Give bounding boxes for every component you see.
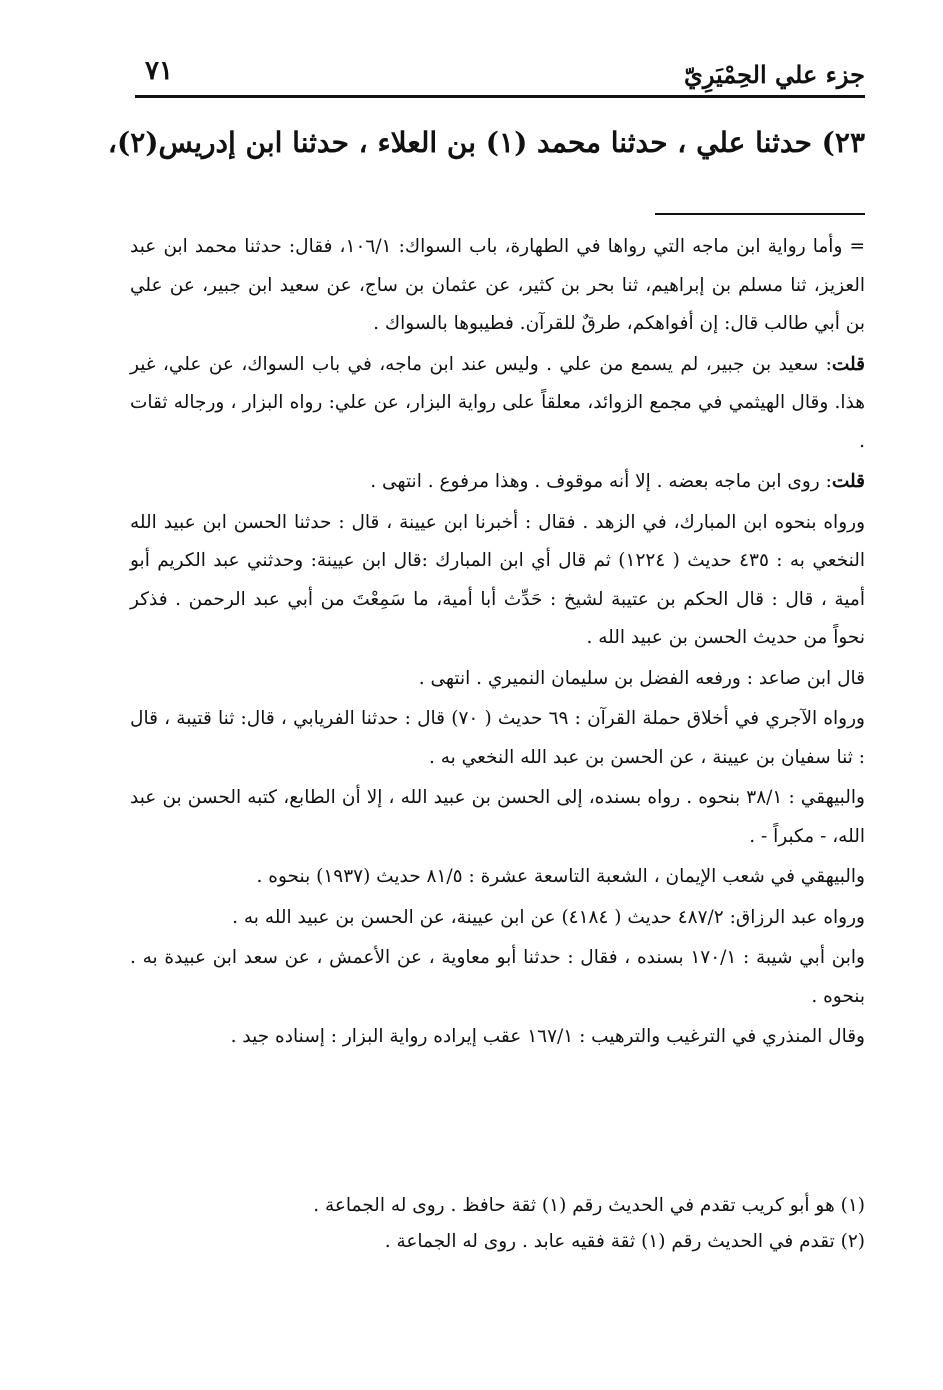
note-paragraph: وابن أبي شيبة : ١٧٠/١ بسنده ، فقال : حدثنا أبو معاوية ، عن الأعمش ، عن سعد ابن عبيدة به . بنحوه . bbox=[130, 947, 865, 1007]
footnotes bbox=[105, 1188, 865, 1260]
note-paragraph: ورواه بنحوه ابن المبارك، في الزهد . فقال : أخبرنا ابن عيينة ، قال : حدثنا الحسن ابن عبيد الله النخعي به : ٤٣٥ حديث ( ١٢٢٤) ثم قال أي ابن المبارك :قال ابن عيينة: وحدثني عبد الكريم أبو أمية ، قال : قال الحكم بن عتيبة لشيخ : حَدِّث أبا أمية، ما سَمِعْتَ من أبي عبد الرحمن . فذكر نحواً من حديث الحسن بن عبيد الله . bbox=[130, 511, 865, 648]
note-paragraph: وقال المنذري في الترغيب والترهيب : ١٦٧/١ عقب إيراده رواية البزار : إسناده جيد . bbox=[230, 1026, 865, 1047]
header-rule bbox=[135, 95, 865, 98]
note-paragraph: قال ابن صاعد : ورفعه الفضل بن سليمان النميري . انتهى . bbox=[418, 667, 865, 689]
note-paragraph: = وأما رواية ابن ماجه التي رواها في الطهارة، باب السواك: ١٠٦/١، فقال: حدثنا محمد ابن عبد العزيز، ثنا مسلم بن إبراهيم، ثنا بحر بن كثير، عن عثمان بن ساج، عن سعيد ابن جبير، عن علي بن أبي طالب قال: إن أفواهكم، طرقٌ للقرآن. فطيبوها بالسواك . bbox=[130, 236, 865, 334]
note-paragraph: والبيهقي في شعب الإيمان ، الشعبة التاسعة عشرة : ٨١/٥ حديث (١٩٣٧) بنحوه . bbox=[256, 866, 865, 887]
page-header bbox=[135, 50, 865, 98]
qultu-label: قلت bbox=[831, 471, 865, 492]
main-hadith: ٢٣) حدثنا علي ، حدثنا محمد (١) بن العلاء ، حدثنا ابن إدريس(٢)، bbox=[107, 126, 865, 159]
note-paragraph bbox=[130, 463, 865, 502]
note-paragraph bbox=[130, 346, 865, 462]
notes-section bbox=[130, 228, 865, 1059]
note-paragraph: ورواه الآجري في أخلاق حملة القرآن : ٦٩ حديث ( ٧٠) قال : حدثنا الفريابي ، قال: ثنا قتيبة ، قال : ثنا سفيان بن عيينة ، عن الحسن بن عبد الله النخعي به . bbox=[130, 708, 865, 768]
note-paragraph: ورواه عبد الرزاق: ٤٨٧/٢ حديث ( ٤١٨٤) عن ابن عيينة، عن الحسن بن عبيد الله به . bbox=[232, 906, 865, 928]
footnote-1: (١) هو أبو كريب تقدم في الحديث رقم (١) ثقة حافظ . روى له الجماعة . bbox=[313, 1195, 865, 1216]
qultu-label: قلت bbox=[831, 353, 865, 375]
note-text: : روى ابن ماجه بعضه . إلا أنه موقوف . وهذا مرفوع . انتهى . bbox=[370, 471, 832, 492]
footnote-separator bbox=[655, 213, 865, 215]
book-title: جزء علي الحِمْيَرِيّ bbox=[684, 60, 865, 89]
note-text: : سعيد بن جبير، لم يسمع من علي . وليس عند ابن ماجه، في باب السواك، عن علي، غير هذا. وقال الهيثمي في مجمع الزوائد، معلقاً على رواية البزار، عن علي: رواه البزار ، ورجاله ثقات . bbox=[130, 353, 865, 452]
note-paragraph: والبيهقي : ٣٨/١ بنحوه . رواه بسنده، إلى الحسن بن عبيد الله ، إلا أن الطابع، كتبه الحسن بن عبد الله، - مكبراً - . bbox=[130, 787, 865, 847]
footnote-2: (٢) تقدم في الحديث رقم (١) ثقة فقيه عابد . روى له الجماعة . bbox=[384, 1231, 865, 1252]
page-number: ٧١ bbox=[145, 56, 173, 86]
